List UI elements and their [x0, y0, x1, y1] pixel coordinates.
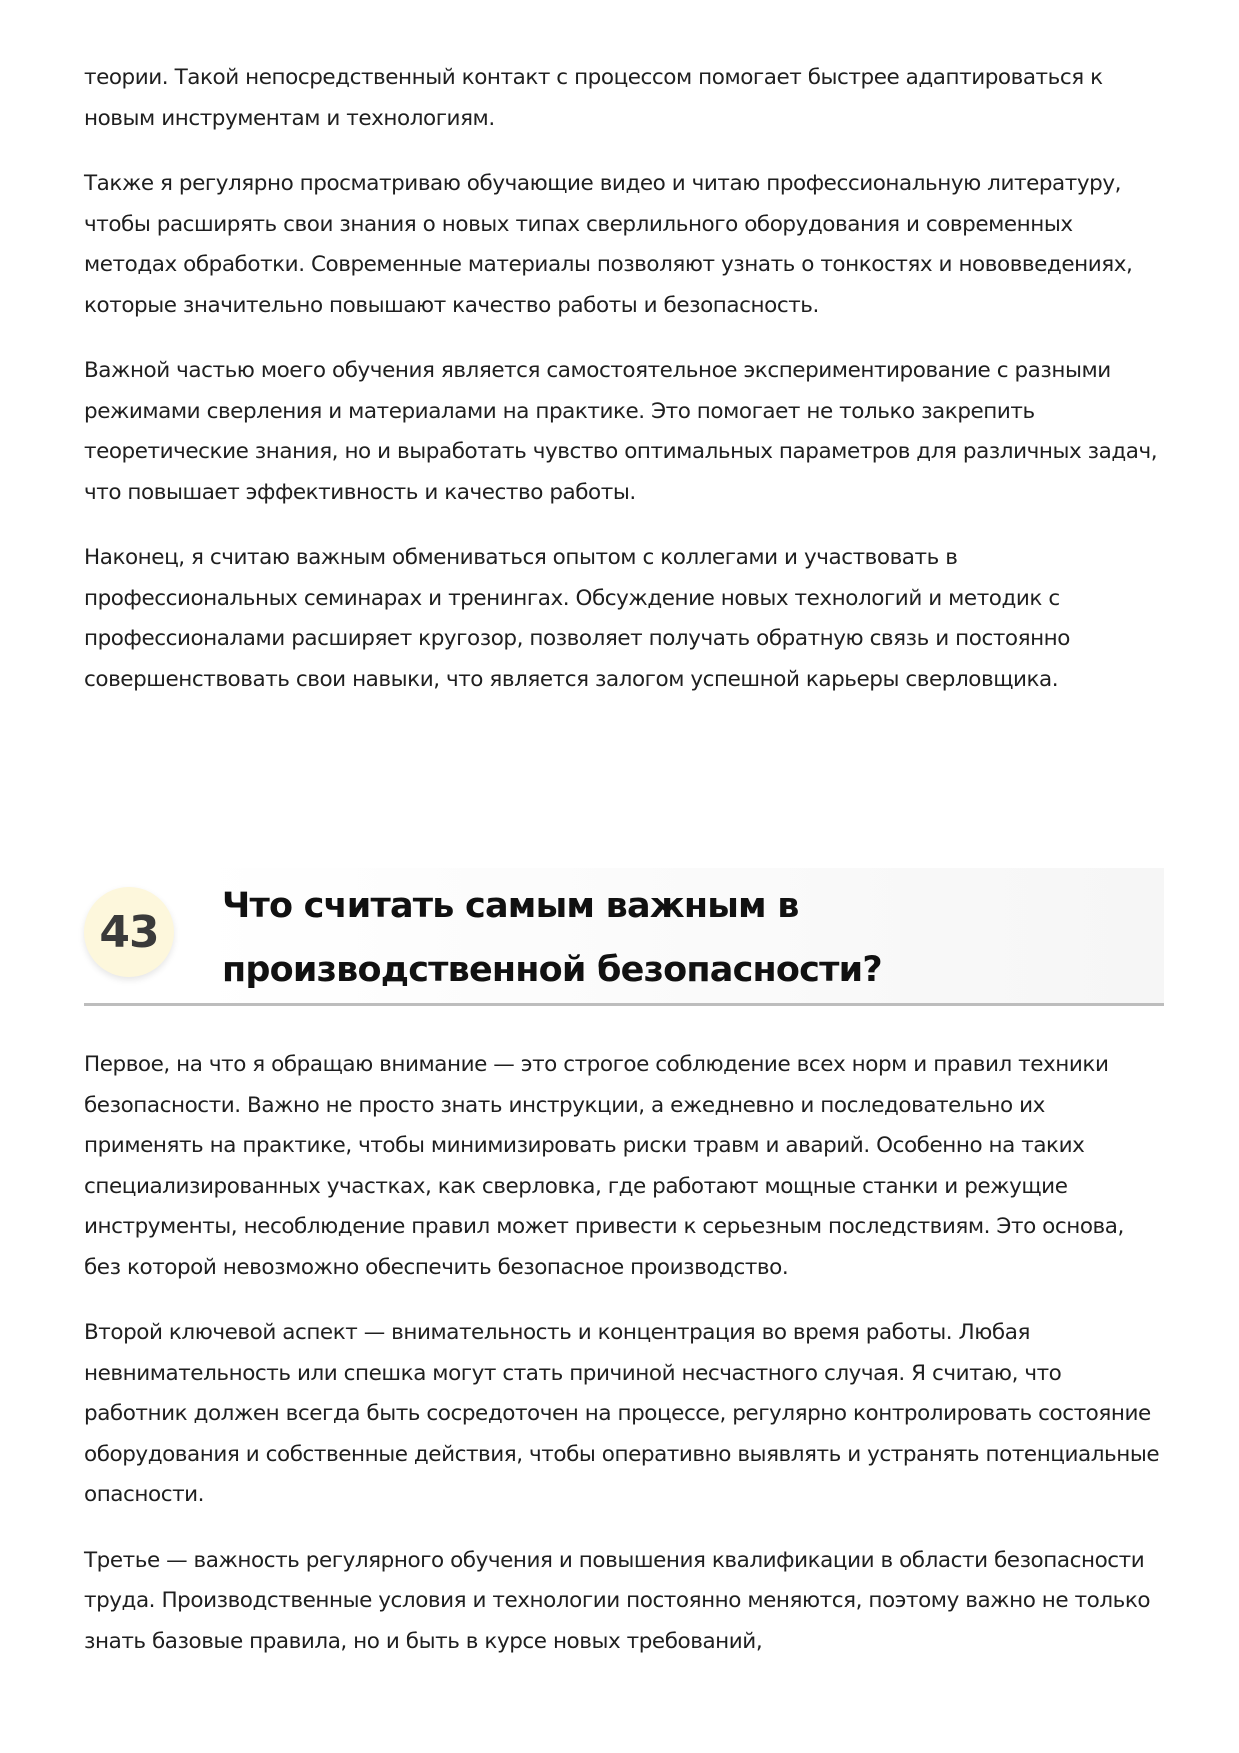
paragraph: Третье — важность регулярного обучения и повышения квалификации в области безопасности труда. Производственные условия и технологии постоянно меняются, поэтому важно не только знать базовые правила, но и быть в курсе новых требований, — [84, 1547, 1151, 1654]
intro-text-block — [84, 58, 1164, 700]
section-title: Что считать самым важным в производственной безопасности? — [222, 886, 882, 990]
section-number-badge: 43 — [84, 887, 174, 977]
paragraph: теории. Такой непосредственный контакт с процессом помогает быстрее адаптироваться к новым инструментам и технологиям. — [84, 65, 1103, 131]
document-page — [84, 0, 1164, 1753]
paragraph: Также я регулярно просматриваю обучающие видео и читаю профессиональную литературу, чтобы расширять свои знания о новых типах сверлильного оборудования и современных методах обработки. Современные материалы позволяют узнать о тонкостях и нововведениях, которые значительно повышают качество работы и безопасность. — [84, 171, 1133, 318]
section-text-block — [84, 1045, 1164, 1662]
paragraph: Первое, на что я обращаю внимание — это строгое соблюдение всех норм и правил техники безопасности. Важно не просто знать инструкции, а ежедневно и последовательно их применять на практике, чтобы минимизировать риски травм и аварий. Особенно на таких специализированных участках, как сверловка, где работают мощные станки и режущие инструменты, несоблюдение правил может привести к серьезным последствиям. Это основа, без которой невозможно обеспечить безопасное производство. — [84, 1052, 1124, 1280]
paragraph: Важной частью моего обучения является самостоятельное экспериментирование с разными режимами сверления и материалами на практике. Это помогает не только закрепить теоретические знания, но и выработать чувство оптимальных параметров для различных задач, что повышает эффективность и качество работы. — [84, 358, 1158, 505]
paragraph: Наконец, я считаю важным обмениваться опытом с коллегами и участвовать в профессиональных семинарах и тренингах. Обсуждение новых технологий и методик с профессионалами расширяет кругозор, позволяет получать обратную связь и постоянно совершенствовать свои навыки, что является залогом успешной карьеры сверловщика. — [84, 545, 1070, 692]
section-header — [84, 868, 1164, 1006]
paragraph: Второй ключевой аспект — внимательность и концентрация во время работы. Любая невнимательность или спешка могут стать причиной несчастного случая. Я считаю, что работник должен всегда быть сосредоточен на процессе, регулярно контролировать состояние оборудования и собственные действия, чтобы оперативно выявлять и устранять потенциальные опасности. — [84, 1320, 1160, 1507]
